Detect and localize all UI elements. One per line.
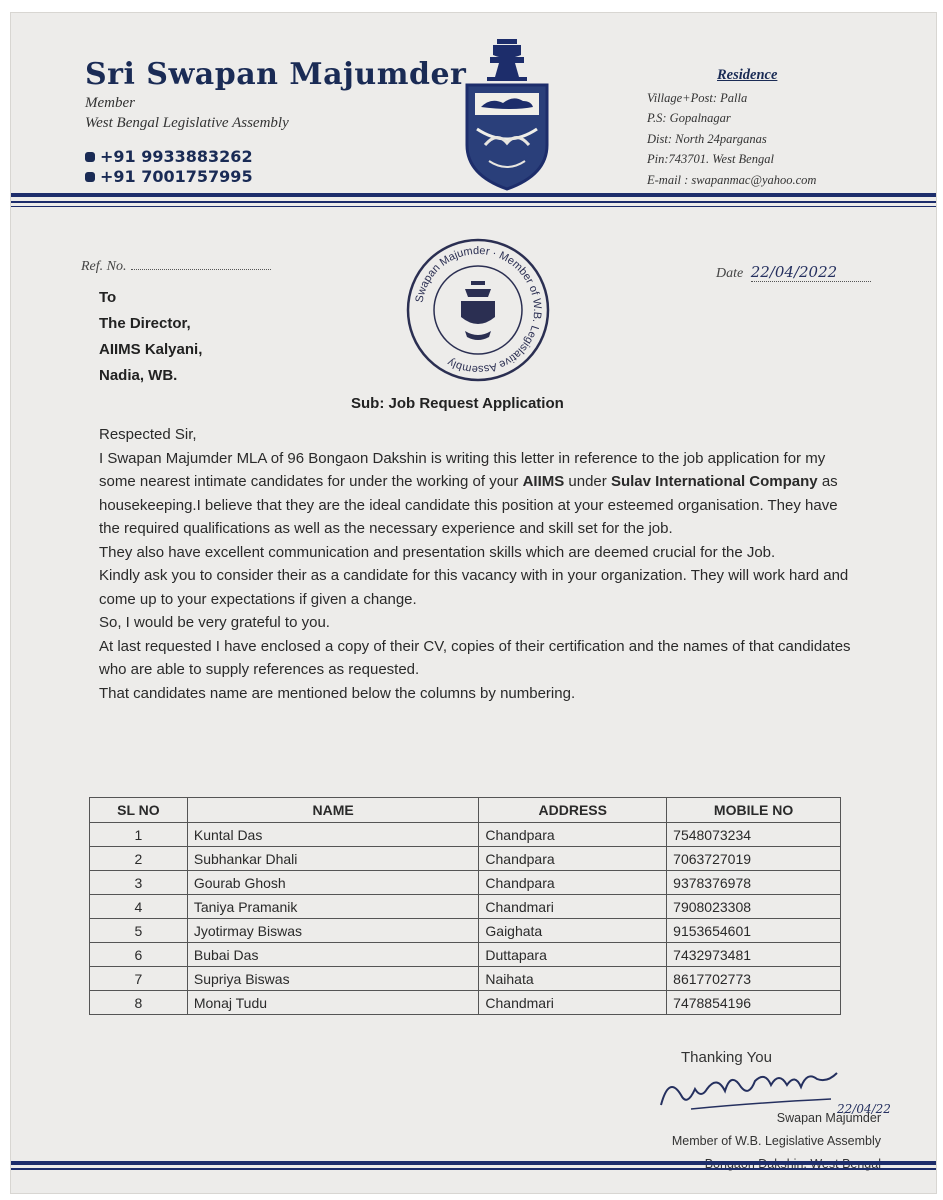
cell-sl: 4: [90, 895, 188, 919]
role-line-assembly: West Bengal Legislative Assembly: [85, 115, 289, 131]
paragraph-1: [99, 447, 859, 541]
cell-mobile: 7432973481: [667, 943, 841, 967]
p1-bold-aiims: AIIMS: [522, 473, 565, 490]
cell-name: Supriya Biswas: [187, 967, 479, 991]
date-label: Date: [716, 266, 744, 281]
paragraph-4: So, I would be very grateful to you.: [99, 614, 330, 631]
cell-address: Chandmari: [479, 895, 667, 919]
salutation: Respected Sir,: [99, 426, 197, 443]
address-line: Pin:743701. West Bengal: [647, 152, 774, 166]
cell-name: Monaj Tudu: [187, 991, 479, 1015]
phone-number-1: +91 9933883262: [100, 147, 253, 166]
cell-address: Naihata: [479, 967, 667, 991]
recipient-line: To: [99, 289, 117, 306]
table-row: [90, 943, 841, 967]
phone-line-1: [85, 147, 253, 167]
header-address: ADDRESS: [479, 798, 667, 823]
phone-number-2: +91 7001757995: [100, 167, 253, 186]
recipient-block: [99, 285, 202, 389]
cell-sl: 6: [90, 943, 188, 967]
phone-icon: [85, 152, 95, 162]
table-row: [90, 895, 841, 919]
p1-text: under: [564, 473, 611, 490]
recipient-line: Nadia, WB.: [99, 367, 178, 384]
mobile-icon: [85, 172, 95, 182]
phone-block: [85, 147, 253, 187]
phone-line-2: [85, 167, 253, 187]
signer-title: Member of W.B. Legislative Assembly: [671, 1134, 881, 1148]
residence-title: Residence: [717, 67, 778, 83]
table-row: [90, 991, 841, 1015]
cell-sl: 7: [90, 967, 188, 991]
signature-date: 22/04/22: [837, 1102, 891, 1116]
closing-line: Thanking You: [681, 1049, 772, 1066]
cell-address: Chandpara: [479, 871, 667, 895]
cell-sl: 5: [90, 919, 188, 943]
cell-address: Duttapara: [479, 943, 667, 967]
cell-address: Gaighata: [479, 919, 667, 943]
letter-page: [10, 12, 937, 1194]
p1-text: I Swapan Majumder MLA of 96 Bongaon Dakshin is writing this letter in reference to the job application for my some nearest intimate candidates for under the working of your: [99, 449, 826, 490]
header-mobile: MOBILE NO: [667, 798, 841, 823]
candidates-table: [89, 797, 841, 1015]
address-line: P.S: Gopalnagar: [647, 111, 731, 125]
cell-name: Taniya Pramanik: [187, 895, 479, 919]
cell-mobile: 8617702773: [667, 967, 841, 991]
cell-address: Chandpara: [479, 847, 667, 871]
ref-blank: [131, 269, 271, 270]
west-bengal-emblem-icon: [457, 37, 557, 197]
table-row: [90, 847, 841, 871]
header-rule: [11, 201, 936, 203]
signer-name: Swapan Majumder: [776, 1111, 881, 1125]
footer-rule: [11, 1168, 936, 1170]
p1-text: as housekeeping.I believe that they are the ideal candidate this position at your esteemed organisation. They have the required qualifications as well as the necessary experience and skill set for the job.: [99, 473, 838, 537]
residence-block: [647, 65, 816, 190]
letter-body: [99, 423, 859, 705]
address-line: Dist: North 24parganas: [647, 131, 767, 146]
table-header-row: [90, 798, 841, 823]
cell-sl: 2: [90, 847, 188, 871]
paragraph-3: Kindly ask you to consider their as a candidate for this vacancy with in your organization. They will work hard and come up to your expectations if given a change.: [99, 567, 849, 608]
cell-mobile: 7063727019: [667, 847, 841, 871]
mla-role: [85, 93, 289, 133]
date-field: [716, 263, 871, 282]
date-value: 22/04/2022: [751, 263, 871, 282]
header-name: NAME: [187, 798, 479, 823]
cell-mobile: 7548073234: [667, 823, 841, 847]
stamp-text: Swapan Majumder · Member of W.B. Legislative Assembly: [413, 244, 544, 376]
footer-rule: [11, 1161, 936, 1165]
cell-name: Bubai Das: [187, 943, 479, 967]
cell-sl: 1: [90, 823, 188, 847]
cell-name: Gourab Ghosh: [187, 871, 479, 895]
cell-sl: 3: [90, 871, 188, 895]
recipient-line: The Director,: [99, 315, 191, 332]
cell-mobile: 7478854196: [667, 991, 841, 1015]
cell-mobile: 7908023308: [667, 895, 841, 919]
ref-no: [81, 259, 271, 275]
cell-mobile: 9153654601: [667, 919, 841, 943]
cell-name: Kuntal Das: [187, 823, 479, 847]
header-rule: [11, 206, 936, 207]
table-row: [90, 967, 841, 991]
table-row: [90, 823, 841, 847]
header-rule: [11, 193, 936, 197]
cell-mobile: 9378376978: [667, 871, 841, 895]
cell-address: Chandpara: [479, 823, 667, 847]
official-seal-stamp-icon: [403, 235, 553, 385]
paragraph-6: That candidates name are mentioned below the columns by numbering.: [99, 684, 576, 702]
cell-sl: 8: [90, 991, 188, 1015]
ref-label: Ref. No.: [81, 259, 127, 274]
paragraph-2: They also have excellent communication and presentation skills which are deemed crucial for the Job.: [99, 543, 776, 561]
header-sl-no: SL NO: [90, 798, 188, 823]
paragraph-5: At last requested I have enclosed a copy of their CV, copies of their certification and the names of that candidates who are able to supply references as requested.: [99, 637, 851, 678]
mla-name-heading: Sri Swapan Majumder: [85, 57, 467, 92]
recipient-line: AIIMS Kalyani,: [99, 341, 203, 358]
cell-address: Chandmari: [479, 991, 667, 1015]
table-row: [90, 871, 841, 895]
cell-name: Jyotirmay Biswas: [187, 919, 479, 943]
address-line: Village+Post: Palla: [647, 90, 748, 105]
role-line-member: Member: [85, 95, 135, 111]
email-line: E-mail : swapanmac@yahoo.com: [647, 172, 817, 187]
subject-line: Sub: Job Request Application: [351, 395, 564, 412]
cell-name: Subhankar Dhali: [187, 847, 479, 871]
p1-bold-company: Sulav International Company: [610, 473, 818, 490]
table-row: [90, 919, 841, 943]
signer-block: [661, 1107, 881, 1176]
